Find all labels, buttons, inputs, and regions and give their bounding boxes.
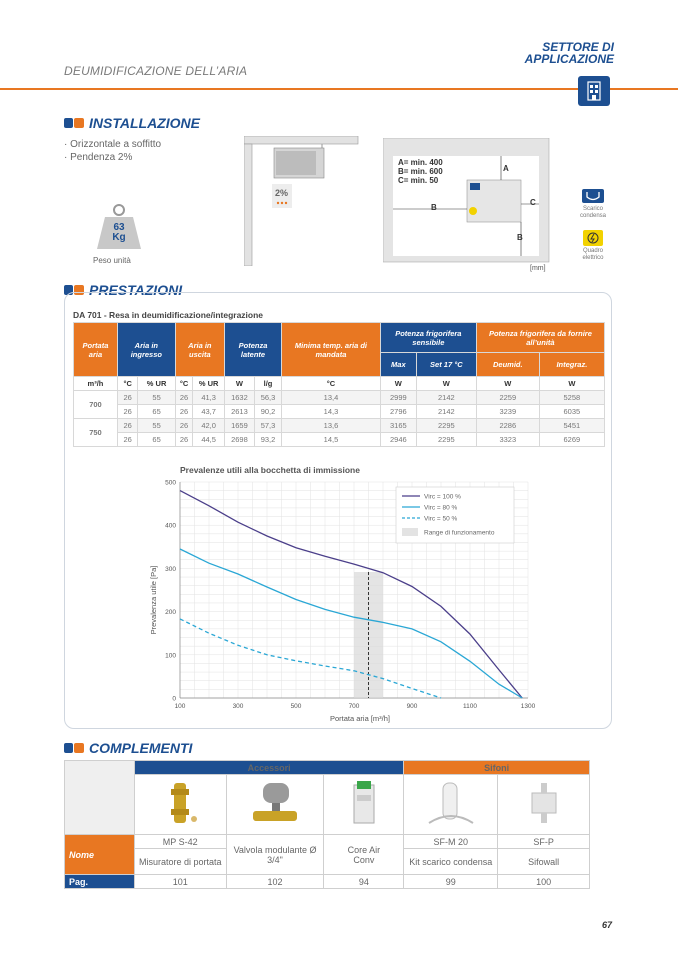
fan-curve-chart: [130, 460, 550, 725]
drain-label-2: condensa: [579, 213, 607, 219]
header-divider: [0, 88, 678, 90]
col-aria-uscita: Aria in uscita: [175, 323, 224, 377]
sector-title-line1: SETTORE DI: [542, 40, 614, 54]
modulating-valve-icon: [226, 775, 324, 835]
col-minima-temp: Minima temp. aria di mandata: [282, 323, 381, 377]
flow-cell: 700: [74, 391, 118, 419]
table-cell: 43,7: [193, 405, 225, 419]
x-tick-label: 500: [290, 703, 302, 710]
unit-cell: W: [539, 377, 604, 391]
col-set17: Set 17 °C: [416, 353, 476, 377]
table-cell: 26: [175, 405, 193, 419]
table-cell: 2796: [380, 405, 416, 419]
x-tick-label: 900: [406, 703, 418, 710]
weight-label: Peso unità: [93, 256, 131, 265]
bullet-item: · Orizzontale a soffitto: [64, 138, 161, 151]
legend-label-80: Virc = 80 %: [424, 504, 458, 512]
x-tick-label: 700: [348, 703, 360, 710]
clearance-list: [398, 158, 443, 185]
item-code: MP S-42: [134, 835, 226, 849]
table-cell: 2286: [476, 419, 539, 433]
col-deumid: Deumid.: [476, 353, 539, 377]
drain-icon: [582, 189, 604, 203]
table-row: [74, 433, 605, 447]
series-line-1: [180, 549, 522, 698]
col-max: Max: [380, 353, 416, 377]
x-axis-label: Portata aria [m³/h]: [329, 714, 391, 723]
row-label-nome: Nome: [65, 835, 135, 875]
legend-swatch-range: [402, 528, 418, 536]
page-number: 67: [601, 920, 612, 930]
drain-legend-label: [570, 206, 616, 220]
table-cell: 6269: [539, 433, 604, 447]
col-portata: Portata aria: [74, 323, 118, 377]
table-cell: 26: [117, 419, 137, 433]
table-cell: 2142: [416, 405, 476, 419]
x-tick-label: 1100: [463, 703, 477, 710]
weight-unit: Kg: [112, 232, 126, 243]
table-cell: 55: [138, 391, 175, 405]
table-cell: 26: [117, 405, 137, 419]
application-sector-icon: [578, 76, 610, 106]
col-potenza-unita: Potenza frigorifera da fornire all’unità: [476, 323, 604, 353]
electric-panel-icon: [583, 230, 603, 246]
dim-letter-a: A: [503, 164, 509, 173]
table-row: [74, 405, 605, 419]
table-cell: 65: [138, 433, 175, 447]
bullet-item: · Pendenza 2%: [64, 151, 161, 164]
flow-meter-icon: [134, 775, 226, 835]
table-cell: 2295: [416, 433, 476, 447]
table-cell: 26: [117, 433, 137, 447]
weight-value: 63: [113, 222, 125, 233]
group-sifoni: Sifoni: [404, 761, 590, 775]
table-cell: 26: [175, 391, 193, 405]
item-page: 101: [134, 875, 226, 889]
y-tick-label: 500: [165, 479, 176, 487]
unit-label: [mm]: [530, 265, 546, 272]
unit-cell: W: [416, 377, 476, 391]
ceiling-mount-drawing: [244, 136, 360, 266]
y-tick-label: 200: [165, 609, 176, 617]
table-cell: 13,4: [282, 391, 381, 405]
table-cell: 26: [175, 419, 193, 433]
table-cell: 14,5: [282, 433, 381, 447]
y-tick-label: 400: [165, 522, 176, 530]
y-axis-label: Prevalenza utile [Pa]: [149, 565, 158, 635]
item-page: 99: [404, 875, 498, 889]
clearance-plan-drawing: [383, 138, 551, 264]
item-page: 94: [324, 875, 404, 889]
unit-cell: % UR: [138, 377, 175, 391]
dim-letter-b: B: [431, 203, 437, 212]
sector-title-line2: APPLICAZIONE: [524, 52, 614, 66]
table-cell: 14,3: [282, 405, 381, 419]
table-cell: 2999: [380, 391, 416, 405]
table-cell: 26: [117, 391, 137, 405]
item-page: 100: [498, 875, 590, 889]
unit-cell: W: [224, 377, 254, 391]
panel-legend-label: [570, 248, 616, 262]
unit-cell: % UR: [193, 377, 225, 391]
legend-label-range: Range di funzionamento: [424, 529, 495, 537]
converter-module-icon: [324, 775, 404, 835]
table-cell: 1632: [224, 391, 254, 405]
x-tick-label: 300: [232, 703, 244, 710]
table-cell: 2613: [224, 405, 254, 419]
table-cell: 5258: [539, 391, 604, 405]
unit-cell: °C: [117, 377, 137, 391]
table-cell: 2946: [380, 433, 416, 447]
item-page: 102: [226, 875, 324, 889]
document-title: DEUMIDIFICAZIONE DELL’ARIA: [64, 64, 248, 78]
performance-table: [73, 322, 605, 447]
item-desc: Kit scarico condensa: [404, 849, 498, 875]
table-caption: DA 701 - Resa in deumidificazione/integrazione: [73, 310, 264, 320]
table-cell: 57,3: [254, 419, 281, 433]
col-aria-ingresso: Aria in ingresso: [117, 323, 175, 377]
table-cell: 90,2: [254, 405, 281, 419]
complementi-title: COMPLEMENTI: [89, 740, 193, 756]
wall-siphon-icon: [498, 775, 590, 835]
flow-cell: 750: [74, 419, 118, 447]
legend-label-100: Virc = 100 %: [424, 493, 461, 501]
y-tick-label: 300: [165, 565, 176, 573]
x-tick-label: 100: [174, 703, 186, 710]
chart-title: Prevalenze utili alla bocchetta di immissione: [180, 465, 360, 475]
col-potenza-latente: Potenza latente: [224, 323, 281, 377]
weight-icon: [95, 203, 143, 251]
table-cell: 2142: [416, 391, 476, 405]
table-cell: 65: [138, 405, 175, 419]
table-cell: 2259: [476, 391, 539, 405]
installazione-bullets: [64, 138, 161, 164]
item-desc: Misuratore di portata: [134, 849, 226, 875]
legend-label-50: Virc = 50 %: [424, 515, 458, 523]
clearance-a: A= min. 400: [398, 158, 443, 167]
table-row: [74, 391, 605, 405]
item-desc: Core Air Conv: [324, 835, 404, 875]
chart-legend: [396, 487, 514, 543]
accessories-table: [64, 760, 590, 889]
drain-label-1: Scarico: [582, 206, 603, 212]
col-integraz: Integraz.: [539, 353, 604, 377]
clearance-b: B= min. 600: [398, 167, 443, 176]
table-cell: 42,0: [193, 419, 225, 433]
unit-cell: W: [380, 377, 416, 391]
table-row: [74, 419, 605, 433]
table-cell: 6035: [539, 405, 604, 419]
prestazioni-title: PRESTAZIONI: [89, 282, 183, 298]
table-cell: 93,2: [254, 433, 281, 447]
row-label-pag: Pag.: [65, 875, 135, 889]
group-accessori: Accessori: [134, 761, 404, 775]
panel-label-2: elettrico: [582, 255, 604, 261]
slope-label: 2%: [275, 188, 289, 198]
table-cell: 41,3: [193, 391, 225, 405]
corner-cell: [65, 761, 135, 835]
unit-cell: m³/h: [74, 377, 118, 391]
table-cell: 3239: [476, 405, 539, 419]
table-cell: 56,3: [254, 391, 281, 405]
unit-cell: l/g: [254, 377, 281, 391]
dim-letter-b2: B: [517, 233, 523, 242]
section-bullet-icon: [64, 743, 84, 753]
unit-cell: W: [476, 377, 539, 391]
table-cell: 2698: [224, 433, 254, 447]
unit-cell: °C: [282, 377, 381, 391]
section-bullet-icon: [64, 118, 84, 128]
table-cell: 26: [175, 433, 193, 447]
unit-cell: °C: [175, 377, 193, 391]
item-code: SF-M 20: [404, 835, 498, 849]
y-tick-label: 100: [165, 652, 176, 660]
table-cell: 5451: [539, 419, 604, 433]
clearance-c: C= min. 50: [398, 176, 439, 185]
table-cell: 3323: [476, 433, 539, 447]
table-cell: 13,6: [282, 419, 381, 433]
panel-label-1: Quadro: [582, 248, 603, 254]
table-cell: 2295: [416, 419, 476, 433]
units-row: [74, 377, 605, 391]
table-cell: 3165: [380, 419, 416, 433]
table-cell: 44,5: [193, 433, 225, 447]
sector-title: [525, 41, 614, 65]
drain-kit-icon: [404, 775, 498, 835]
y-tick-label: 0: [172, 695, 176, 703]
item-code: SF-P: [498, 835, 590, 849]
item-desc: Sifowall: [498, 849, 590, 875]
dim-letter-c: C: [530, 198, 536, 207]
table-cell: 1659: [224, 419, 254, 433]
operating-range-band: [354, 572, 383, 698]
x-tick-label: 1300: [520, 703, 536, 710]
item-desc: Valvola modulante Ø 3/4": [226, 835, 324, 875]
table-cell: 55: [138, 419, 175, 433]
col-potenza-sensibile: Potenza frigorifera sensibile: [380, 323, 476, 353]
installazione-title: INSTALLAZIONE: [89, 115, 200, 131]
